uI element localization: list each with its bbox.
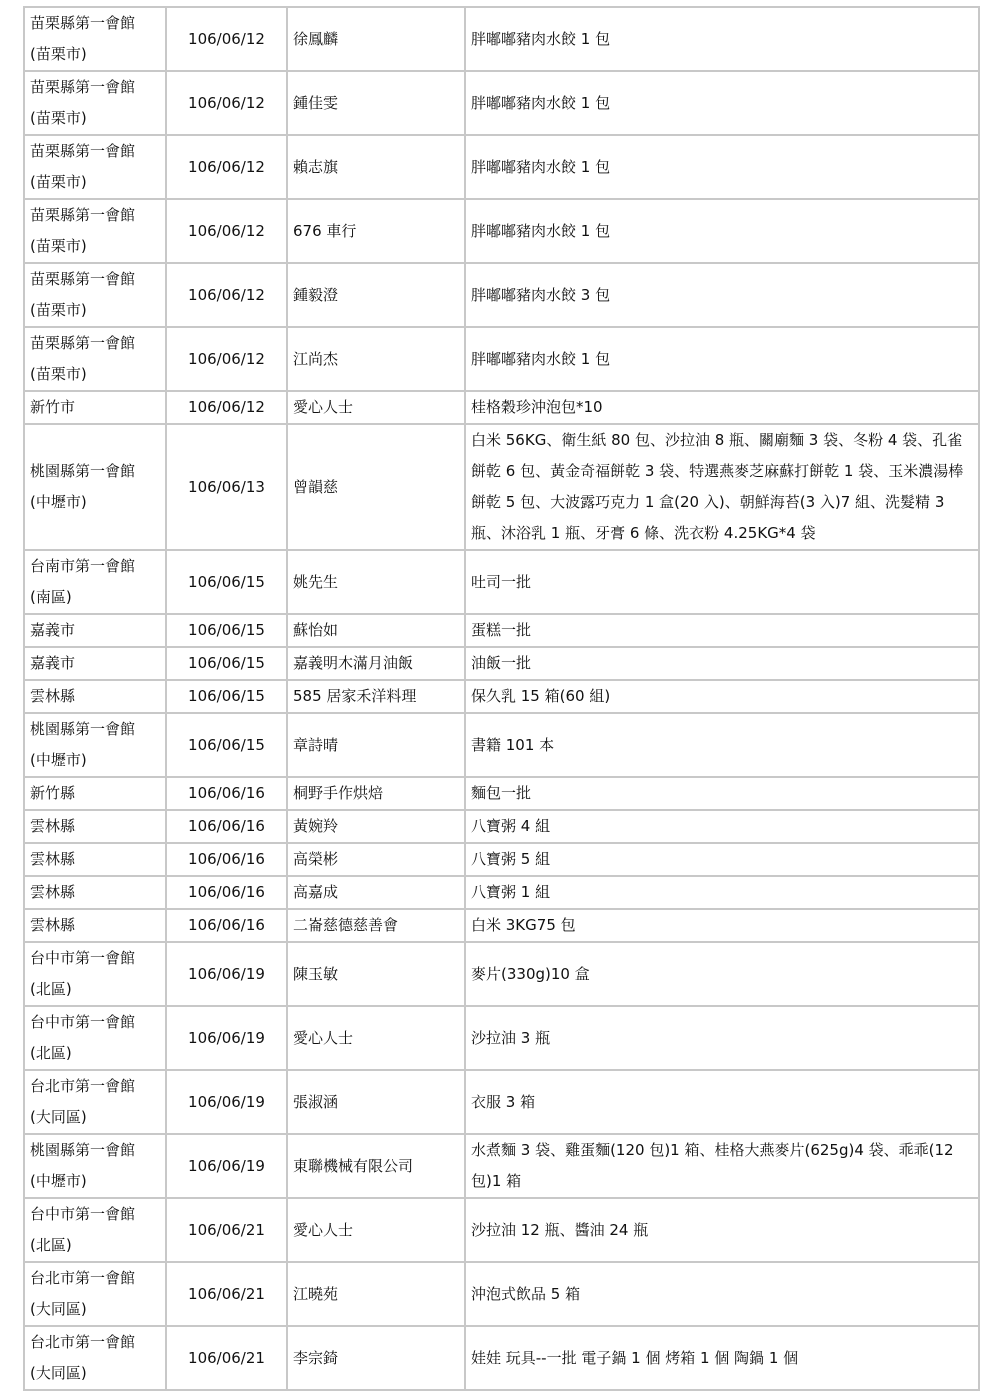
donor-cell: 愛心人士 <box>287 1006 465 1070</box>
date-cell: 106/06/12 <box>166 391 287 424</box>
table-row <box>24 263 979 327</box>
items-cell: 衣服 3 箱 <box>465 1070 979 1134</box>
items-cell: 胖嘟嘟豬肉水餃 1 包 <box>465 135 979 199</box>
donor-cell: 陳玉敏 <box>287 942 465 1006</box>
date-cell: 106/06/15 <box>166 647 287 680</box>
table-row <box>24 843 979 876</box>
table-row <box>24 647 979 680</box>
location-cell: 雲林縣 <box>24 680 166 713</box>
date-cell: 106/06/19 <box>166 1070 287 1134</box>
date-cell: 106/06/16 <box>166 843 287 876</box>
table-row <box>24 71 979 135</box>
table-row <box>24 199 979 263</box>
donor-cell: 嘉義明木滿月油飯 <box>287 647 465 680</box>
location-cell: 新竹市 <box>24 391 166 424</box>
items-cell: 八寶粥 5 組 <box>465 843 979 876</box>
table-row <box>24 7 979 71</box>
location-cell: 雲林縣 <box>24 810 166 843</box>
table-row <box>24 327 979 391</box>
donor-cell: 曾韻慈 <box>287 424 465 550</box>
date-cell: 106/06/12 <box>166 199 287 263</box>
items-cell: 沙拉油 3 瓶 <box>465 1006 979 1070</box>
table-row <box>24 680 979 713</box>
donor-cell: 鍾毅澄 <box>287 263 465 327</box>
table-row <box>24 810 979 843</box>
table-row <box>24 909 979 942</box>
donor-cell: 徐鳳麟 <box>287 7 465 71</box>
date-cell: 106/06/12 <box>166 263 287 327</box>
date-cell: 106/06/12 <box>166 71 287 135</box>
items-cell: 胖嘟嘟豬肉水餃 1 包 <box>465 327 979 391</box>
location-cell: 嘉義市 <box>24 647 166 680</box>
items-cell: 麵包一批 <box>465 777 979 810</box>
date-cell: 106/06/19 <box>166 1134 287 1198</box>
items-cell: 白米 3KG75 包 <box>465 909 979 942</box>
location-cell: 苗栗縣第一會館 (苗栗市) <box>24 71 166 135</box>
location-cell: 苗栗縣第一會館 (苗栗市) <box>24 7 166 71</box>
date-cell: 106/06/16 <box>166 777 287 810</box>
donor-cell: 江曉苑 <box>287 1262 465 1326</box>
location-cell: 台北市第一會館 (大同區) <box>24 1262 166 1326</box>
donor-cell: 李宗錡 <box>287 1326 465 1390</box>
location-cell: 台北市第一會館 (大同區) <box>24 1070 166 1134</box>
table-row <box>24 876 979 909</box>
table-row <box>24 777 979 810</box>
donor-cell: 桐野手作烘焙 <box>287 777 465 810</box>
items-cell: 沖泡式飲品 5 箱 <box>465 1262 979 1326</box>
table-row <box>24 614 979 647</box>
items-cell: 水煮麵 3 袋、雞蛋麵(120 包)1 箱、桂格大燕麥片(625g)4 袋、乖乖(12 包)1 箱 <box>465 1134 979 1198</box>
date-cell: 106/06/16 <box>166 909 287 942</box>
items-cell: 桂格穀珍沖泡包*10 <box>465 391 979 424</box>
items-cell: 沙拉油 12 瓶、醬油 24 瓶 <box>465 1198 979 1262</box>
donor-cell: 愛心人士 <box>287 1198 465 1262</box>
donor-cell: 高嘉成 <box>287 876 465 909</box>
date-cell: 106/06/12 <box>166 7 287 71</box>
location-cell: 雲林縣 <box>24 843 166 876</box>
items-cell: 書籍 101 本 <box>465 713 979 777</box>
table-row <box>24 391 979 424</box>
donor-cell: 蘇怡如 <box>287 614 465 647</box>
location-cell: 桃園縣第一會館 (中壢市) <box>24 1134 166 1198</box>
table-row <box>24 135 979 199</box>
date-cell: 106/06/16 <box>166 876 287 909</box>
location-cell: 台中市第一會館 (北區) <box>24 1198 166 1262</box>
donor-cell: 姚先生 <box>287 550 465 614</box>
items-cell: 麥片(330g)10 盒 <box>465 942 979 1006</box>
date-cell: 106/06/15 <box>166 614 287 647</box>
location-cell: 台北市第一會館 (大同區) <box>24 1326 166 1390</box>
donation-table-body <box>24 7 979 1390</box>
location-cell: 台中市第一會館 (北區) <box>24 942 166 1006</box>
items-cell: 八寶粥 1 組 <box>465 876 979 909</box>
date-cell: 106/06/21 <box>166 1198 287 1262</box>
location-cell: 雲林縣 <box>24 876 166 909</box>
date-cell: 106/06/21 <box>166 1326 287 1390</box>
donor-cell: 鍾佳雯 <box>287 71 465 135</box>
location-cell: 台南市第一會館 (南區) <box>24 550 166 614</box>
donation-table <box>23 6 980 1391</box>
items-cell: 胖嘟嘟豬肉水餃 1 包 <box>465 7 979 71</box>
donor-cell: 張淑涵 <box>287 1070 465 1134</box>
date-cell: 106/06/15 <box>166 680 287 713</box>
table-row <box>24 1134 979 1198</box>
location-cell: 新竹縣 <box>24 777 166 810</box>
table-row <box>24 713 979 777</box>
table-row <box>24 1006 979 1070</box>
donor-cell: 江尚杰 <box>287 327 465 391</box>
table-row <box>24 1326 979 1390</box>
donor-cell: 585 居家禾洋料理 <box>287 680 465 713</box>
date-cell: 106/06/15 <box>166 550 287 614</box>
table-row <box>24 1198 979 1262</box>
date-cell: 106/06/21 <box>166 1262 287 1326</box>
location-cell: 嘉義市 <box>24 614 166 647</box>
donor-cell: 676 車行 <box>287 199 465 263</box>
items-cell: 八寶粥 4 組 <box>465 810 979 843</box>
location-cell: 苗栗縣第一會館 (苗栗市) <box>24 135 166 199</box>
items-cell: 胖嘟嘟豬肉水餃 1 包 <box>465 71 979 135</box>
donor-cell: 二崙慈德慈善會 <box>287 909 465 942</box>
date-cell: 106/06/12 <box>166 327 287 391</box>
items-cell: 胖嘟嘟豬肉水餃 3 包 <box>465 263 979 327</box>
date-cell: 106/06/19 <box>166 1006 287 1070</box>
items-cell: 保久乳 15 箱(60 組) <box>465 680 979 713</box>
table-row <box>24 942 979 1006</box>
items-cell: 娃娃 玩具--一批 電子鍋 1 個 烤箱 1 個 陶鍋 1 個 <box>465 1326 979 1390</box>
location-cell: 台中市第一會館 (北區) <box>24 1006 166 1070</box>
location-cell: 苗栗縣第一會館 (苗栗市) <box>24 199 166 263</box>
date-cell: 106/06/16 <box>166 810 287 843</box>
table-row <box>24 550 979 614</box>
donor-cell: 愛心人士 <box>287 391 465 424</box>
donor-cell: 賴志旗 <box>287 135 465 199</box>
donor-cell: 東聯機械有限公司 <box>287 1134 465 1198</box>
donor-cell: 黃婉羚 <box>287 810 465 843</box>
items-cell: 胖嘟嘟豬肉水餃 1 包 <box>465 199 979 263</box>
donor-cell: 高榮彬 <box>287 843 465 876</box>
location-cell: 苗栗縣第一會館 (苗栗市) <box>24 263 166 327</box>
table-row <box>24 1262 979 1326</box>
date-cell: 106/06/13 <box>166 424 287 550</box>
items-cell: 吐司一批 <box>465 550 979 614</box>
items-cell: 蛋糕一批 <box>465 614 979 647</box>
date-cell: 106/06/19 <box>166 942 287 1006</box>
table-row <box>24 1070 979 1134</box>
location-cell: 苗栗縣第一會館 (苗栗市) <box>24 327 166 391</box>
location-cell: 桃園縣第一會館 (中壢市) <box>24 424 166 550</box>
items-cell: 油飯一批 <box>465 647 979 680</box>
location-cell: 桃園縣第一會館 (中壢市) <box>24 713 166 777</box>
date-cell: 106/06/12 <box>166 135 287 199</box>
table-row <box>24 424 979 550</box>
date-cell: 106/06/15 <box>166 713 287 777</box>
location-cell: 雲林縣 <box>24 909 166 942</box>
items-cell: 白米 56KG、衛生紙 80 包、沙拉油 8 瓶、關廟麵 3 袋、冬粉 4 袋、孔雀餅乾 6 包、黃金奇福餅乾 3 袋、特選燕麥芝麻蘇打餅乾 1 袋、玉米濃湯棒餅乾 5 包、大波露巧克力 1 盒(20 入)、朝鮮海苔(3 入)7 組、洗髮精 3 瓶、沐浴乳 1 瓶、牙膏 6 條、洗衣粉 4.25KG*4 袋 <box>465 424 979 550</box>
donor-cell: 章詩晴 <box>287 713 465 777</box>
